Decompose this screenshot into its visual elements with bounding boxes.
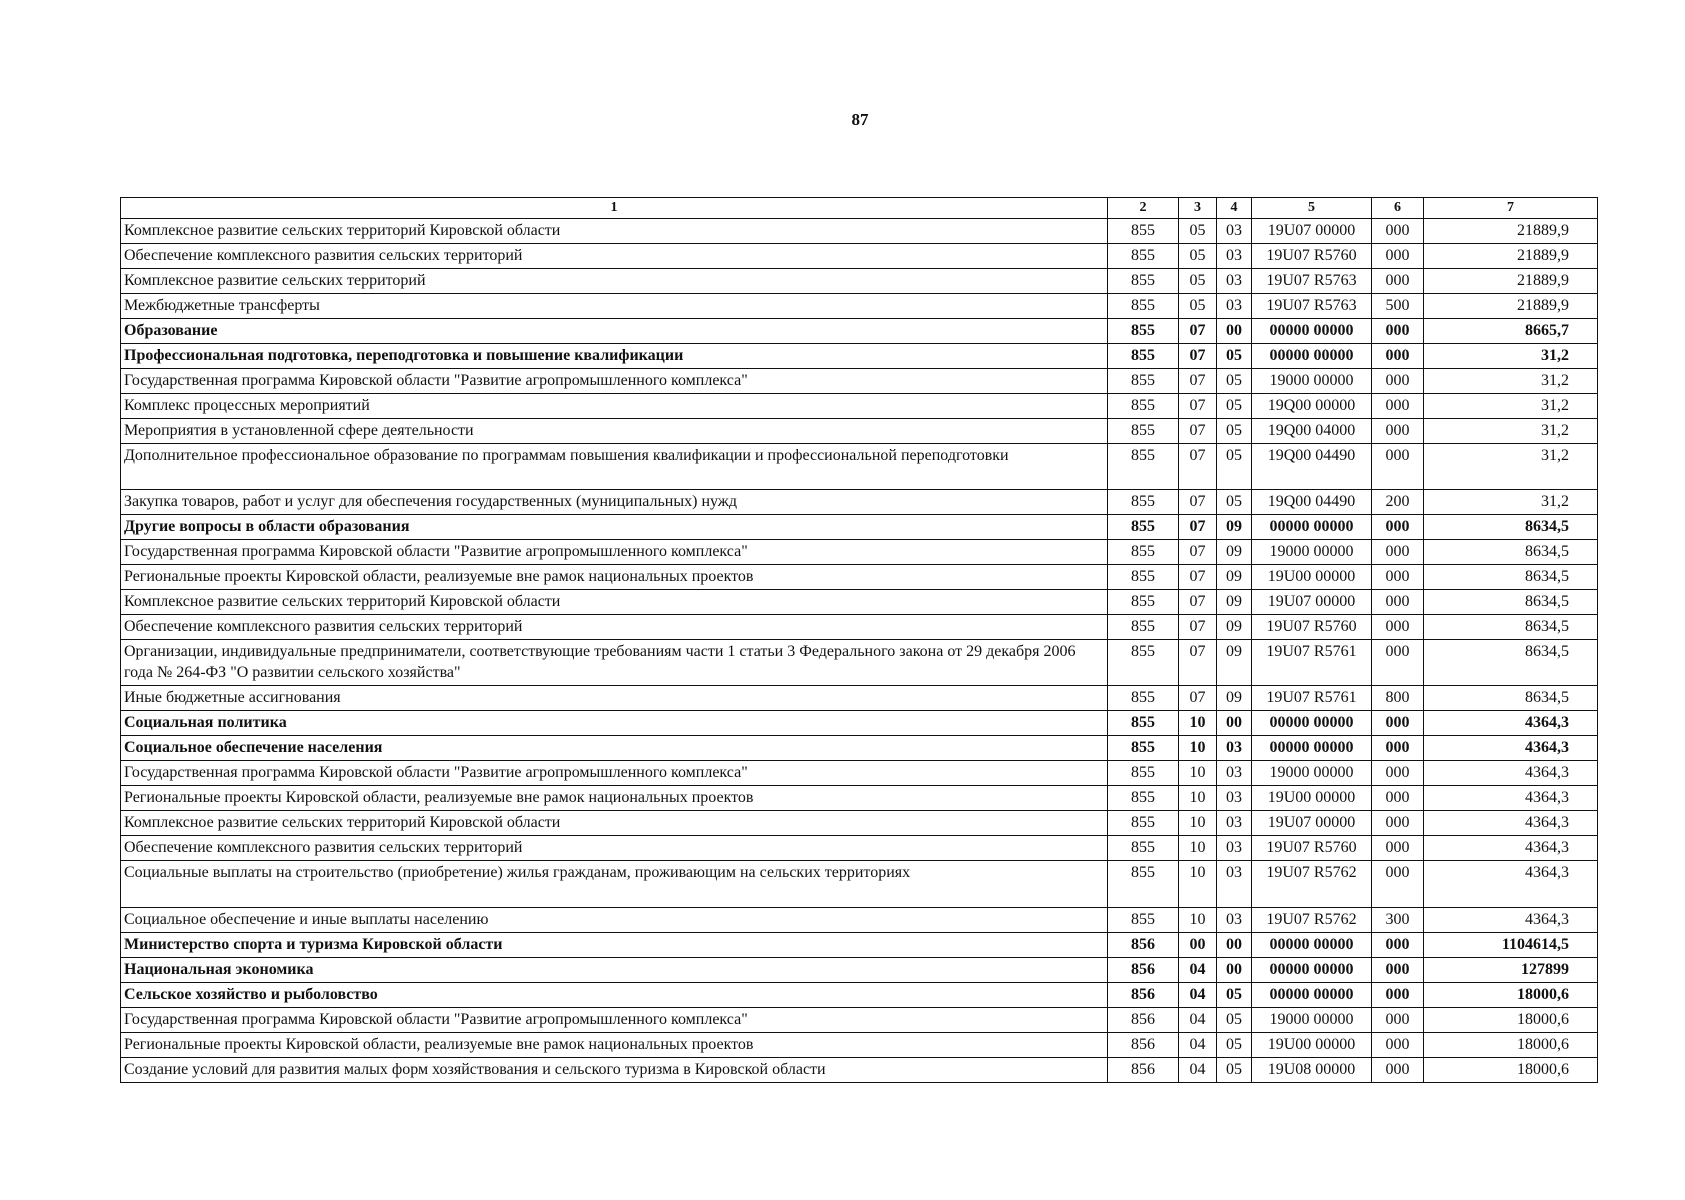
row-code-3-cell: 07 [1179,369,1217,394]
row-name-cell: Государственная программа Кировской области "Развитие агропромышленного комплекса" [121,761,1108,786]
row-amount-cell: 4364,3 [1424,908,1598,933]
row-name-cell: Создание условий для развития малых форм хозяйствования и сельского туризма в Кировской области [121,1058,1108,1083]
row-name-cell: Комплексное развитие сельских территорий [121,269,1108,294]
row-code-5-cell: 00000 00000 [1252,344,1372,369]
row-code-4-cell: 03 [1217,811,1252,836]
row-code-5-cell: 19U07 R5763 [1252,294,1372,319]
row-code-6-cell: 000 [1372,983,1424,1008]
row-code-3-cell: 04 [1179,1033,1217,1058]
row-code-5-cell: 19Q00 00000 [1252,394,1372,419]
header-row [121,198,1598,219]
row-code-2-cell: 855 [1108,615,1179,640]
row-code-5-cell: 00000 00000 [1252,933,1372,958]
row-code-6-cell: 000 [1372,836,1424,861]
header-cell-4: 4 [1217,198,1252,219]
row-code-4-cell: 09 [1217,640,1252,686]
row-code-6-cell: 000 [1372,319,1424,344]
table-row [121,269,1598,294]
row-code-6-cell: 800 [1372,686,1424,711]
row-code-3-cell: 07 [1179,590,1217,615]
row-code-5-cell: 19U07 R5762 [1252,861,1372,908]
row-code-6-cell: 000 [1372,1033,1424,1058]
table-row [121,1008,1598,1033]
row-code-4-cell: 09 [1217,540,1252,565]
row-code-2-cell: 855 [1108,786,1179,811]
table-row [121,540,1598,565]
row-code-6-cell: 000 [1372,1058,1424,1083]
row-name-cell: Обеспечение комплексного развития сельских территорий [121,836,1108,861]
table-row [121,861,1598,908]
row-code-3-cell: 10 [1179,811,1217,836]
table-row [121,786,1598,811]
row-code-2-cell: 855 [1108,836,1179,861]
table-row [121,908,1598,933]
row-code-2-cell: 855 [1108,294,1179,319]
row-code-5-cell: 19U07 00000 [1252,219,1372,244]
page-number: 87 [851,110,869,129]
table-row [121,319,1598,344]
row-code-4-cell: 05 [1217,1033,1252,1058]
row-name-cell: Организации, индивидуальные предприниматели, соответствующие требованиям части 1 статьи 3 Федерального закона от 29 декабря 2006 года № 264-ФЗ "О развитии сельского хозяйства" [121,640,1108,686]
row-code-5-cell: 19U07 R5762 [1252,908,1372,933]
row-name-cell: Иные бюджетные ассигнования [121,686,1108,711]
row-code-4-cell: 09 [1217,515,1252,540]
row-name-cell: Социальные выплаты на строительство (приобретение) жилья гражданам, проживающим на сельских территориях [121,861,1108,908]
row-code-2-cell: 855 [1108,861,1179,908]
row-code-5-cell: 00000 00000 [1252,515,1372,540]
row-code-5-cell: 00000 00000 [1252,983,1372,1008]
row-name-cell: Закупка товаров, работ и услуг для обеспечения государственных (муниципальных) нужд [121,490,1108,515]
row-code-2-cell: 855 [1108,811,1179,836]
row-name-cell: Социальное обеспечение населения [121,736,1108,761]
row-code-3-cell: 07 [1179,490,1217,515]
table-row [121,640,1598,686]
row-name-cell: Комплексное развитие сельских территорий Кировской области [121,219,1108,244]
row-amount-cell: 8665,7 [1424,319,1598,344]
row-code-6-cell: 000 [1372,590,1424,615]
table-row [121,344,1598,369]
row-code-5-cell: 19000 00000 [1252,761,1372,786]
row-code-4-cell: 05 [1217,490,1252,515]
table-row [121,490,1598,515]
row-code-3-cell: 00 [1179,933,1217,958]
row-code-6-cell: 000 [1372,811,1424,836]
row-code-3-cell: 07 [1179,686,1217,711]
header-cell-6: 6 [1372,198,1424,219]
row-code-3-cell: 07 [1179,394,1217,419]
row-amount-cell: 21889,9 [1424,219,1598,244]
row-code-6-cell: 000 [1372,861,1424,908]
row-code-6-cell: 000 [1372,615,1424,640]
row-amount-cell: 4364,3 [1424,736,1598,761]
row-name-cell: Образование [121,319,1108,344]
row-code-4-cell: 09 [1217,590,1252,615]
row-name-cell: Обеспечение комплексного развития сельских территорий [121,244,1108,269]
row-code-5-cell: 00000 00000 [1252,711,1372,736]
row-code-6-cell: 000 [1372,394,1424,419]
row-code-6-cell: 000 [1372,565,1424,590]
row-code-5-cell: 19U00 00000 [1252,786,1372,811]
row-code-6-cell: 000 [1372,369,1424,394]
row-code-2-cell: 855 [1108,711,1179,736]
table-row [121,515,1598,540]
row-amount-cell: 4364,3 [1424,861,1598,908]
row-code-5-cell: 19U07 00000 [1252,811,1372,836]
row-name-cell: Комплекс процессных мероприятий [121,394,1108,419]
row-code-6-cell: 000 [1372,958,1424,983]
row-code-3-cell: 10 [1179,786,1217,811]
row-name-cell: Региональные проекты Кировской области, реализуемые вне рамок национальных проектов [121,786,1108,811]
table-row [121,836,1598,861]
row-code-6-cell: 000 [1372,244,1424,269]
row-amount-cell: 8634,5 [1424,686,1598,711]
row-code-3-cell: 07 [1179,540,1217,565]
row-code-2-cell: 855 [1108,515,1179,540]
row-code-6-cell: 000 [1372,711,1424,736]
row-amount-cell: 31,2 [1424,369,1598,394]
row-code-4-cell: 03 [1217,294,1252,319]
header-cell-1: 1 [121,198,1108,219]
row-name-cell: Мероприятия в установленной сфере деятельности [121,419,1108,444]
row-amount-cell: 18000,6 [1424,1033,1598,1058]
row-code-3-cell: 10 [1179,761,1217,786]
table-row [121,711,1598,736]
row-code-5-cell: 19Q00 04490 [1252,490,1372,515]
row-name-cell: Государственная программа Кировской области "Развитие агропромышленного комплекса" [121,540,1108,565]
row-amount-cell: 21889,9 [1424,294,1598,319]
table-row [121,761,1598,786]
row-name-cell: Комплексное развитие сельских территорий Кировской области [121,811,1108,836]
row-name-cell: Социальное обеспечение и иные выплаты населению [121,908,1108,933]
row-code-2-cell: 856 [1108,1008,1179,1033]
row-name-cell: Государственная программа Кировской области "Развитие агропромышленного комплекса" [121,1008,1108,1033]
row-code-6-cell: 300 [1372,908,1424,933]
table-row [121,590,1598,615]
row-name-cell: Социальная политика [121,711,1108,736]
row-code-3-cell: 07 [1179,565,1217,590]
row-name-cell: Другие вопросы в области образования [121,515,1108,540]
row-code-5-cell: 19U07 R5761 [1252,640,1372,686]
row-code-2-cell: 856 [1108,958,1179,983]
table-row [121,565,1598,590]
budget-table [120,197,1598,1083]
row-code-2-cell: 855 [1108,490,1179,515]
row-code-2-cell: 855 [1108,736,1179,761]
row-amount-cell: 18000,6 [1424,1008,1598,1033]
table-row [121,983,1598,1008]
row-code-5-cell: 00000 00000 [1252,736,1372,761]
row-amount-cell: 31,2 [1424,444,1598,490]
row-code-4-cell: 05 [1217,444,1252,490]
row-code-4-cell: 03 [1217,269,1252,294]
row-name-cell: Государственная программа Кировской области "Развитие агропромышленного комплекса" [121,369,1108,394]
row-code-2-cell: 855 [1108,269,1179,294]
row-code-2-cell: 855 [1108,444,1179,490]
row-name-cell: Профессиональная подготовка, переподготовка и повышение квалификации [121,344,1108,369]
table-row [121,244,1598,269]
row-code-3-cell: 05 [1179,269,1217,294]
row-code-3-cell: 04 [1179,983,1217,1008]
table-row [121,736,1598,761]
row-code-6-cell: 000 [1372,640,1424,686]
row-amount-cell: 31,2 [1424,394,1598,419]
row-code-2-cell: 855 [1108,640,1179,686]
row-code-4-cell: 05 [1217,369,1252,394]
row-code-4-cell: 03 [1217,861,1252,908]
row-code-3-cell: 05 [1179,294,1217,319]
row-code-3-cell: 10 [1179,836,1217,861]
row-code-4-cell: 05 [1217,394,1252,419]
row-amount-cell: 8634,5 [1424,640,1598,686]
row-code-4-cell: 00 [1217,319,1252,344]
row-amount-cell: 8634,5 [1424,540,1598,565]
row-code-6-cell: 000 [1372,1008,1424,1033]
row-code-4-cell: 05 [1217,419,1252,444]
row-code-3-cell: 05 [1179,219,1217,244]
row-code-4-cell: 09 [1217,615,1252,640]
row-amount-cell: 127899 [1424,958,1598,983]
row-code-5-cell: 19Q00 04490 [1252,444,1372,490]
row-code-5-cell: 19U08 00000 [1252,1058,1372,1083]
row-code-3-cell: 04 [1179,1008,1217,1033]
row-code-3-cell: 07 [1179,419,1217,444]
row-name-cell: Региональные проекты Кировской области, реализуемые вне рамок национальных проектов [121,565,1108,590]
row-code-2-cell: 855 [1108,686,1179,711]
row-code-5-cell: 00000 00000 [1252,319,1372,344]
row-code-5-cell: 19000 00000 [1252,1008,1372,1033]
row-code-6-cell: 000 [1372,219,1424,244]
row-code-5-cell: 19Q00 04000 [1252,419,1372,444]
row-code-4-cell: 05 [1217,983,1252,1008]
row-name-cell: Национальная экономика [121,958,1108,983]
row-code-6-cell: 000 [1372,269,1424,294]
row-amount-cell: 18000,6 [1424,983,1598,1008]
header-cell-7: 7 [1424,198,1598,219]
row-code-5-cell: 19U07 R5760 [1252,244,1372,269]
row-amount-cell: 4364,3 [1424,836,1598,861]
row-amount-cell: 8634,5 [1424,515,1598,540]
row-code-2-cell: 855 [1108,565,1179,590]
row-code-5-cell: 19U07 00000 [1252,590,1372,615]
row-code-2-cell: 856 [1108,1033,1179,1058]
row-code-6-cell: 000 [1372,444,1424,490]
row-code-5-cell: 19000 00000 [1252,369,1372,394]
row-amount-cell: 21889,9 [1424,244,1598,269]
row-code-5-cell: 19U07 R5760 [1252,836,1372,861]
row-code-2-cell: 855 [1108,344,1179,369]
table-row [121,369,1598,394]
row-code-2-cell: 856 [1108,933,1179,958]
row-amount-cell: 8634,5 [1424,590,1598,615]
row-code-6-cell: 200 [1372,490,1424,515]
row-code-3-cell: 10 [1179,861,1217,908]
row-code-4-cell: 03 [1217,244,1252,269]
table-row [121,294,1598,319]
row-code-2-cell: 855 [1108,244,1179,269]
row-name-cell: Межбюджетные трансферты [121,294,1108,319]
row-code-3-cell: 10 [1179,711,1217,736]
row-code-6-cell: 000 [1372,761,1424,786]
row-code-6-cell: 000 [1372,419,1424,444]
row-code-4-cell: 09 [1217,565,1252,590]
row-amount-cell: 18000,6 [1424,1058,1598,1083]
row-amount-cell: 21889,9 [1424,269,1598,294]
table-row [121,1033,1598,1058]
row-code-2-cell: 855 [1108,761,1179,786]
header-cell-3: 3 [1179,198,1217,219]
row-code-4-cell: 03 [1217,219,1252,244]
row-code-2-cell: 855 [1108,908,1179,933]
row-name-cell: Комплексное развитие сельских территорий Кировской области [121,590,1108,615]
row-code-4-cell: 00 [1217,933,1252,958]
row-code-5-cell: 19U00 00000 [1252,1033,1372,1058]
row-name-cell: Министерство спорта и туризма Кировской области [121,933,1108,958]
row-code-4-cell: 03 [1217,786,1252,811]
row-code-3-cell: 07 [1179,515,1217,540]
row-code-2-cell: 855 [1108,419,1179,444]
row-amount-cell: 31,2 [1424,419,1598,444]
row-code-6-cell: 000 [1372,933,1424,958]
row-code-2-cell: 855 [1108,540,1179,565]
table-row [121,444,1598,490]
row-amount-cell: 4364,3 [1424,761,1598,786]
row-code-3-cell: 05 [1179,244,1217,269]
row-amount-cell: 1104614,5 [1424,933,1598,958]
table-row [121,219,1598,244]
row-code-5-cell: 19U07 R5760 [1252,615,1372,640]
row-name-cell: Дополнительное профессиональное образование по программам повышения квалификации и профессиональной переподготовки [121,444,1108,490]
row-code-6-cell: 000 [1372,736,1424,761]
row-code-3-cell: 04 [1179,958,1217,983]
table-row [121,933,1598,958]
row-code-4-cell: 03 [1217,836,1252,861]
row-code-4-cell: 00 [1217,711,1252,736]
row-code-3-cell: 04 [1179,1058,1217,1083]
row-code-2-cell: 855 [1108,219,1179,244]
row-code-2-cell: 856 [1108,1058,1179,1083]
row-amount-cell: 31,2 [1424,344,1598,369]
table-row [121,686,1598,711]
row-code-5-cell: 19U07 R5763 [1252,269,1372,294]
row-code-3-cell: 10 [1179,908,1217,933]
row-code-4-cell: 03 [1217,761,1252,786]
row-code-2-cell: 855 [1108,319,1179,344]
row-code-6-cell: 000 [1372,540,1424,565]
row-name-cell: Обеспечение комплексного развития сельских территорий [121,615,1108,640]
row-code-6-cell: 500 [1372,294,1424,319]
row-code-3-cell: 07 [1179,319,1217,344]
row-code-4-cell: 05 [1217,1008,1252,1033]
row-code-2-cell: 855 [1108,394,1179,419]
row-code-2-cell: 856 [1108,983,1179,1008]
table-row [121,1058,1598,1083]
row-amount-cell: 8634,5 [1424,615,1598,640]
row-code-3-cell: 07 [1179,640,1217,686]
row-code-5-cell: 19000 00000 [1252,540,1372,565]
row-code-2-cell: 855 [1108,590,1179,615]
row-code-3-cell: 10 [1179,736,1217,761]
row-code-4-cell: 05 [1217,344,1252,369]
row-code-3-cell: 07 [1179,615,1217,640]
row-code-4-cell: 03 [1217,736,1252,761]
table-row [121,811,1598,836]
header-cell-5: 5 [1252,198,1372,219]
row-code-5-cell: 19U00 00000 [1252,565,1372,590]
row-code-6-cell: 000 [1372,786,1424,811]
row-amount-cell: 8634,5 [1424,565,1598,590]
header-cell-2: 2 [1108,198,1179,219]
table-row [121,394,1598,419]
row-amount-cell: 4364,3 [1424,711,1598,736]
row-code-4-cell: 09 [1217,686,1252,711]
row-code-4-cell: 03 [1217,908,1252,933]
row-code-3-cell: 07 [1179,344,1217,369]
table-row [121,419,1598,444]
row-code-4-cell: 00 [1217,958,1252,983]
row-code-6-cell: 000 [1372,344,1424,369]
row-amount-cell: 4364,3 [1424,811,1598,836]
row-amount-cell: 4364,3 [1424,786,1598,811]
row-code-4-cell: 05 [1217,1058,1252,1083]
row-code-2-cell: 855 [1108,369,1179,394]
table-row [121,958,1598,983]
row-code-6-cell: 000 [1372,515,1424,540]
row-code-5-cell: 19U07 R5761 [1252,686,1372,711]
row-name-cell: Региональные проекты Кировской области, реализуемые вне рамок национальных проектов [121,1033,1108,1058]
table-row [121,615,1598,640]
row-code-3-cell: 07 [1179,444,1217,490]
row-name-cell: Сельское хозяйство и рыболовство [121,983,1108,1008]
row-amount-cell: 31,2 [1424,490,1598,515]
row-code-5-cell: 00000 00000 [1252,958,1372,983]
